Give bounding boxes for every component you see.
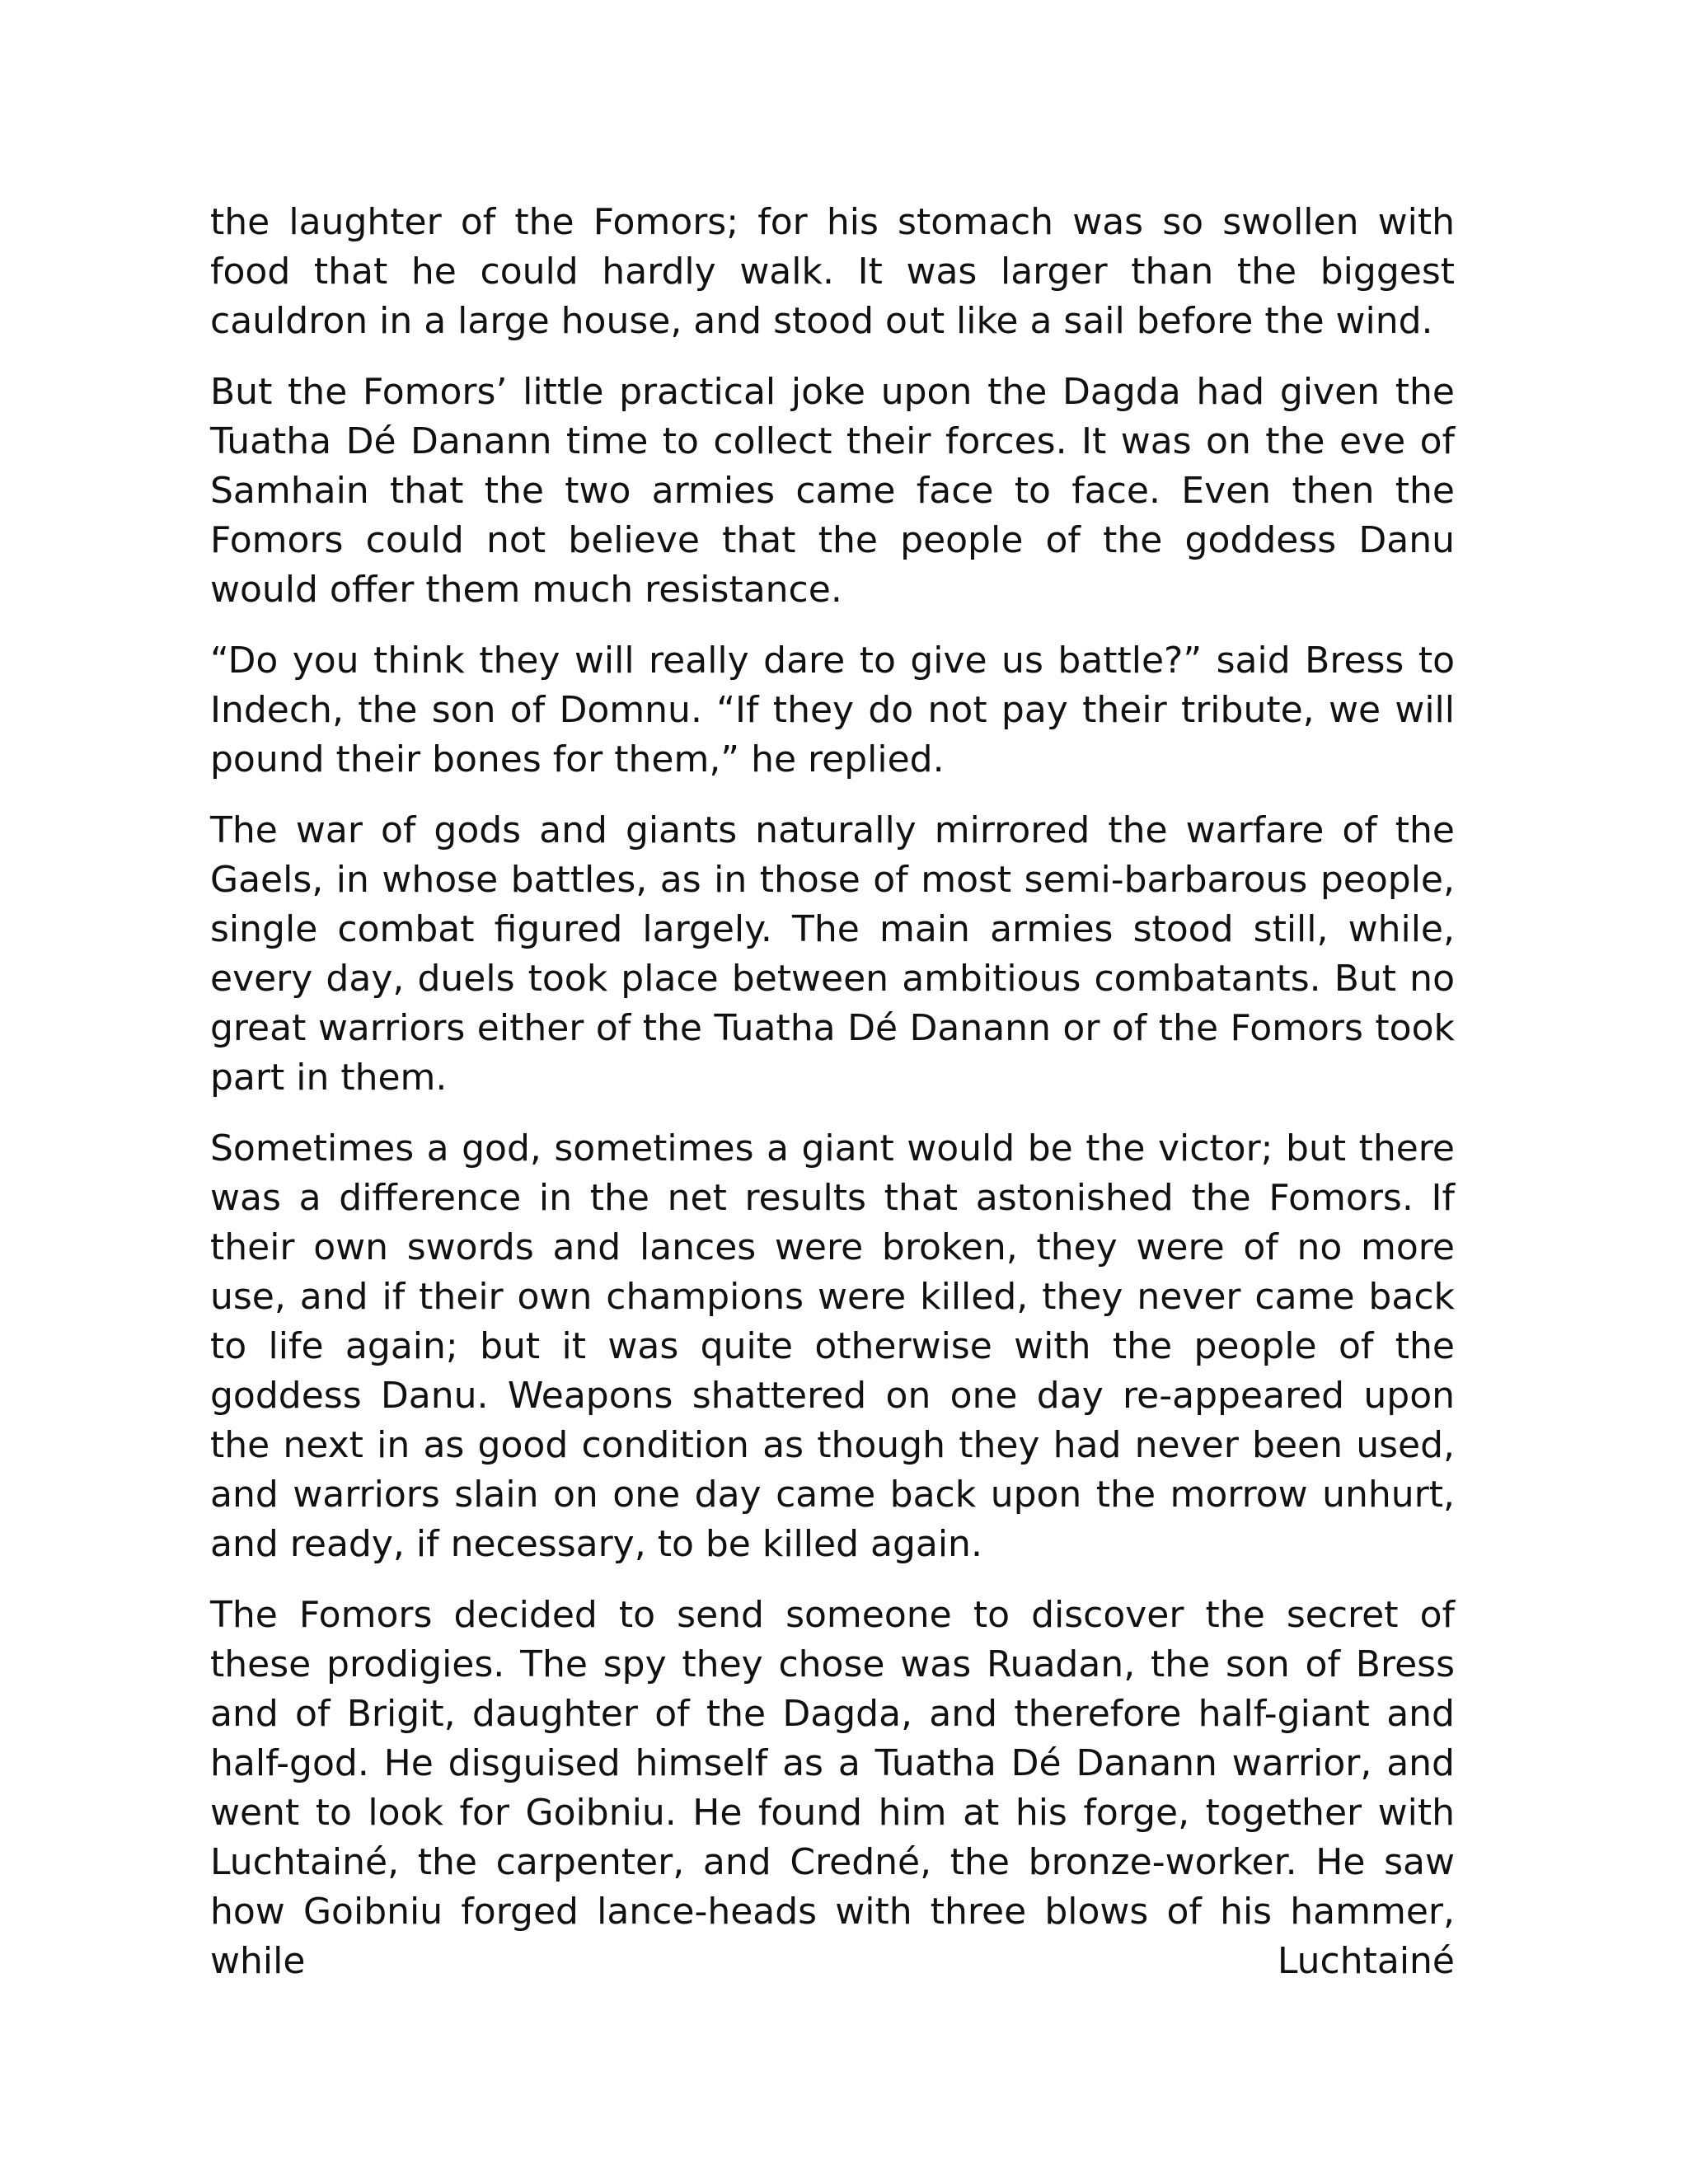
paragraph-6: The Fomors decided to send someone to discover the secret of these prodigies. The spy they chose was Ruadan, the son of Bress and of Brigit, daughter of the Dagda, and therefore half-giant and half-god. He disguised himself as a Tuatha Dé Danann warrior, and went to look for Goibniu. He found him at his forge, together with Luchtainé, the carpenter, and Credné, the bronze-worker. He saw how Goibniu forged lance-heads with three blows of his hammer, while Luchtainé: [210, 1594, 1455, 1982]
paragraph-5: Sometimes a god, sometimes a giant would be the victor; but there was a difference in the net results that astonished the Fomors. If their own swords and lances were broken, they were of no more use, and if their own champions were killed, they never came back to life again; but it was quite otherwise with the people of the goddess Danu. Weapons shattered on one day re-appeared upon the next in as good condition as though they had never been used, and warriors slain on one day came back upon the morrow unhurt, and ready, if necessary, to be killed again.: [210, 1127, 1455, 1565]
body-text: [210, 198, 1455, 1986]
paragraph-3: “Do you think they will really dare to give us battle?” said Bress to Indech, the son of Domnu. “If they do not pay their tribute, we will pound their bones for them,” he replied.: [210, 640, 1455, 780]
paragraph-4: The war of gods and giants naturally mirrored the warfare of the Gaels, in whose battles, as in those of most semi-barbarous people, single combat figured largely. The main armies stood still, while, every day, duels took place between ambitious combatants. But no great warriors either of the Tuatha Dé Danann or of the Fomors took part in them.: [210, 809, 1455, 1099]
paragraph-2: But the Fomors’ little practical joke upon the Dagda had given the Tuatha Dé Danann time to collect their forces. It was on the eve of Samhain that the two armies came face to face. Even then the Fomors could not believe that the people of the goddess Danu would offer them much resistance.: [210, 371, 1455, 611]
paragraph-1: the laughter of the Fomors; for his stomach was so swollen with food that he could hardly walk. It was larger than the biggest cauldron in a large house, and stood out like a sail before the wind.: [210, 201, 1455, 342]
